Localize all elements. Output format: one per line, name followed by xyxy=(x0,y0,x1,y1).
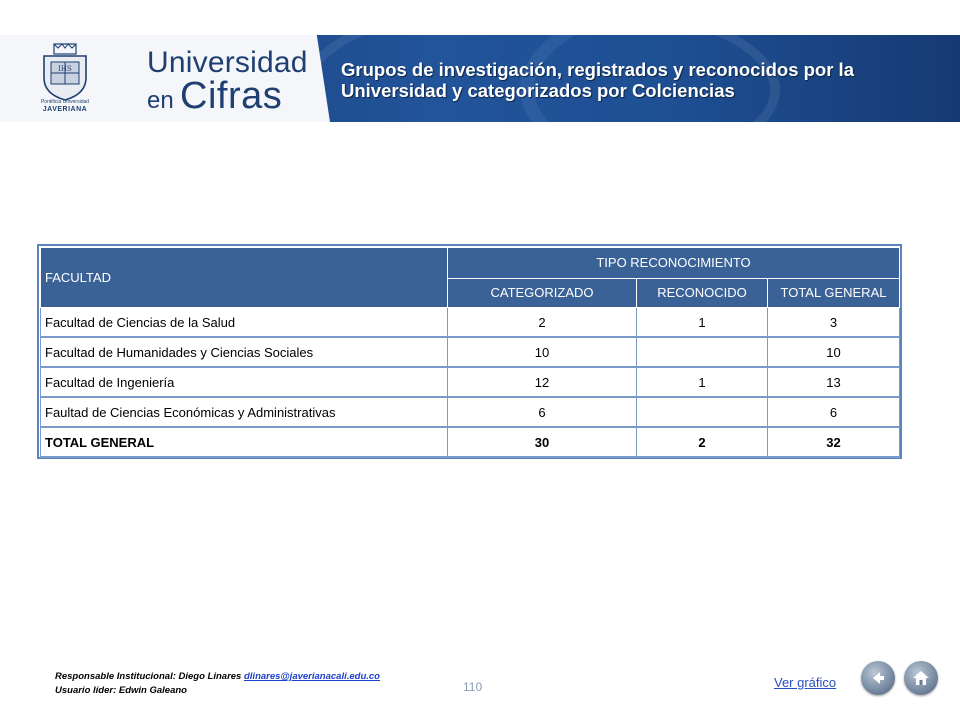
cell-categorizado: 12 xyxy=(448,367,637,397)
cell-reconocido: 1 xyxy=(637,367,768,397)
groups-table-frame xyxy=(37,244,902,459)
cell-total-general: 32 xyxy=(768,427,900,457)
crest-small-text: Pontificia Universidad xyxy=(40,99,90,105)
header-facultad: FACULTAD xyxy=(41,248,448,308)
crest-name-text: JAVERIANA xyxy=(42,106,88,113)
footer-responsable xyxy=(55,670,380,684)
header-total-general: TOTAL GENERAL xyxy=(768,278,900,308)
footer-credits xyxy=(55,670,380,698)
cell-total: 13 xyxy=(768,367,900,397)
page-title xyxy=(341,59,941,101)
groups-table xyxy=(40,247,900,458)
header-reconocido: RECONOCIDO xyxy=(637,278,768,308)
brand-cifras: Cifras xyxy=(180,75,283,117)
cell-reconocido xyxy=(637,337,768,367)
table-total-row xyxy=(41,427,900,457)
cell-total-reconocido: 2 xyxy=(637,427,768,457)
header-banner xyxy=(0,35,960,122)
header-categorizado: CATEGORIZADO xyxy=(448,278,637,308)
table-row xyxy=(41,367,900,397)
brand-universidad: Universidad xyxy=(147,46,308,79)
header-tipo-reconocimiento: TIPO RECONOCIMIENTO xyxy=(448,248,900,279)
page-title-line2: Universidad y categorizados por Colciencias xyxy=(341,80,735,101)
brand-en: en xyxy=(147,87,174,114)
responsable-email-link[interactable]: dlinares@javerianacali.edu.co xyxy=(243,671,380,682)
cell-reconocido: 1 xyxy=(637,308,768,338)
cell-categorizado: 6 xyxy=(448,397,637,427)
responsable-label: Responsable Institucional: Diego Linares xyxy=(55,671,242,682)
cell-facultad: Facultad de Ciencias de la Salud xyxy=(41,308,448,338)
cell-total: 10 xyxy=(768,337,900,367)
cell-categorizado: 2 xyxy=(448,308,637,338)
cell-total-categorizado: 30 xyxy=(448,427,637,457)
crest-caption xyxy=(28,99,102,113)
cell-total: 6 xyxy=(768,397,900,427)
page-title-line1: Grupos de investigación, registrados y reconocidos por la xyxy=(341,59,854,80)
table-row xyxy=(41,308,900,338)
ver-grafico-link[interactable]: Ver gráfico xyxy=(774,675,837,690)
back-button[interactable] xyxy=(861,661,895,695)
cell-total: 3 xyxy=(768,308,900,338)
footer-usuario: Usuario líder: Edwin Galeano xyxy=(55,685,187,696)
back-arrow-icon xyxy=(868,668,888,688)
cell-categorizado: 10 xyxy=(448,337,637,367)
cell-total-label: TOTAL GENERAL xyxy=(41,427,448,457)
table-row xyxy=(41,397,900,427)
home-button[interactable] xyxy=(904,661,938,695)
cell-reconocido xyxy=(637,397,768,427)
cell-facultad: Facultad de Ingeniería xyxy=(41,367,448,397)
home-icon xyxy=(911,668,931,688)
cell-facultad: Faultad de Ciencias Económicas y Administrativas xyxy=(41,397,448,427)
university-crest-icon xyxy=(36,42,94,102)
cell-facultad: Facultad de Humanidades y Ciencias Sociales xyxy=(41,337,448,367)
page-number: 110 xyxy=(463,680,483,694)
table-row xyxy=(41,337,900,367)
svg-text:IHS: IHS xyxy=(58,65,72,73)
